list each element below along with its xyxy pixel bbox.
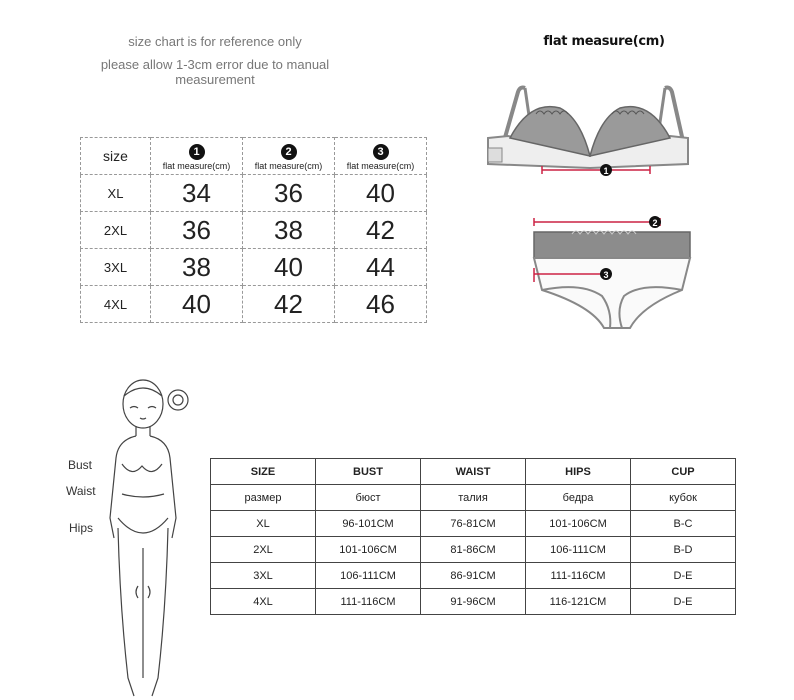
measure-label: flat measure(cm) [346, 160, 415, 171]
marker-2-icon: 2 [281, 144, 297, 160]
size-cell: 3XL [81, 249, 151, 286]
size-cell: 4XL [81, 286, 151, 323]
table-cell: B-C [631, 511, 736, 537]
brief-side-marker-label: 3 [603, 270, 609, 280]
table-row [211, 537, 736, 563]
size-header: size [81, 138, 151, 175]
table-cell: B-D [631, 537, 736, 563]
table-cell: 4XL [211, 589, 316, 615]
header-cell: бедра [526, 485, 631, 511]
flat-measure-title: flat measure(cm) [543, 34, 665, 49]
value-cell: 44 [335, 249, 427, 286]
reference-note: size chart is for reference only [128, 34, 302, 49]
value-cell: 40 [151, 286, 243, 323]
flat-measure-table [80, 137, 427, 323]
flat-table-header [81, 138, 427, 175]
table-cell: 76-81CM [421, 511, 526, 537]
size-table [210, 458, 736, 615]
table-cell: 96-101CM [316, 511, 421, 537]
hips-label: Hips [69, 521, 94, 535]
table-header-ru [211, 485, 736, 511]
measure-label: flat measure(cm) [254, 160, 323, 171]
table-row [81, 286, 427, 323]
table-cell: 106-111CM [316, 563, 421, 589]
value-cell: 38 [151, 249, 243, 286]
table-cell: 106-111CM [526, 537, 631, 563]
marker-1-icon: 1 [189, 144, 205, 160]
table-cell: 2XL [211, 537, 316, 563]
size-cell: 2XL [81, 212, 151, 249]
bra-marker-label: 1 [603, 166, 609, 176]
header-cell: размер [211, 485, 316, 511]
table-header-en [211, 459, 736, 485]
brief-top-marker-label: 2 [652, 218, 658, 228]
table-cell: 111-116CM [526, 563, 631, 589]
waist-label: Waist [66, 484, 96, 498]
measure-2-header [243, 138, 335, 175]
header-cell: бюст [316, 485, 421, 511]
error-note: please allow 1-3cm error due to manual measurement [100, 57, 330, 87]
table-row [81, 212, 427, 249]
table-cell: XL [211, 511, 316, 537]
measure-3-header [335, 138, 427, 175]
table-cell: 3XL [211, 563, 316, 589]
table-cell: 101-106CM [316, 537, 421, 563]
header-cell: кубок [631, 485, 736, 511]
value-cell: 46 [335, 286, 427, 323]
value-cell: 40 [335, 175, 427, 212]
value-cell: 42 [243, 286, 335, 323]
header-cell: BUST [316, 459, 421, 485]
table-row [211, 511, 736, 537]
table-row [81, 249, 427, 286]
value-cell: 42 [335, 212, 427, 249]
header-cell: HIPS [526, 459, 631, 485]
table-cell: D-E [631, 563, 736, 589]
marker-3-icon: 3 [373, 144, 389, 160]
header-cell: WAIST [421, 459, 526, 485]
value-cell: 36 [243, 175, 335, 212]
value-cell: 40 [243, 249, 335, 286]
size-cell: XL [81, 175, 151, 212]
table-cell: 101-106CM [526, 511, 631, 537]
value-cell: 34 [151, 175, 243, 212]
table-cell: D-E [631, 589, 736, 615]
value-cell: 36 [151, 212, 243, 249]
table-cell: 86-91CM [421, 563, 526, 589]
header-cell: SIZE [211, 459, 316, 485]
table-row [211, 563, 736, 589]
table-row [81, 175, 427, 212]
header-cell: CUP [631, 459, 736, 485]
brief-diagram-icon [522, 210, 702, 340]
bra-diagram-icon [480, 78, 690, 188]
table-row [211, 589, 736, 615]
measure-label: flat measure(cm) [162, 160, 231, 171]
body-figure-icon [100, 378, 195, 700]
header-cell: талия [421, 485, 526, 511]
bust-label: Bust [68, 458, 93, 472]
table-cell: 116-121CM [526, 589, 631, 615]
table-cell: 91-96CM [421, 589, 526, 615]
table-cell: 81-86CM [421, 537, 526, 563]
measure-1-header [151, 138, 243, 175]
value-cell: 38 [243, 212, 335, 249]
table-cell: 111-116CM [316, 589, 421, 615]
